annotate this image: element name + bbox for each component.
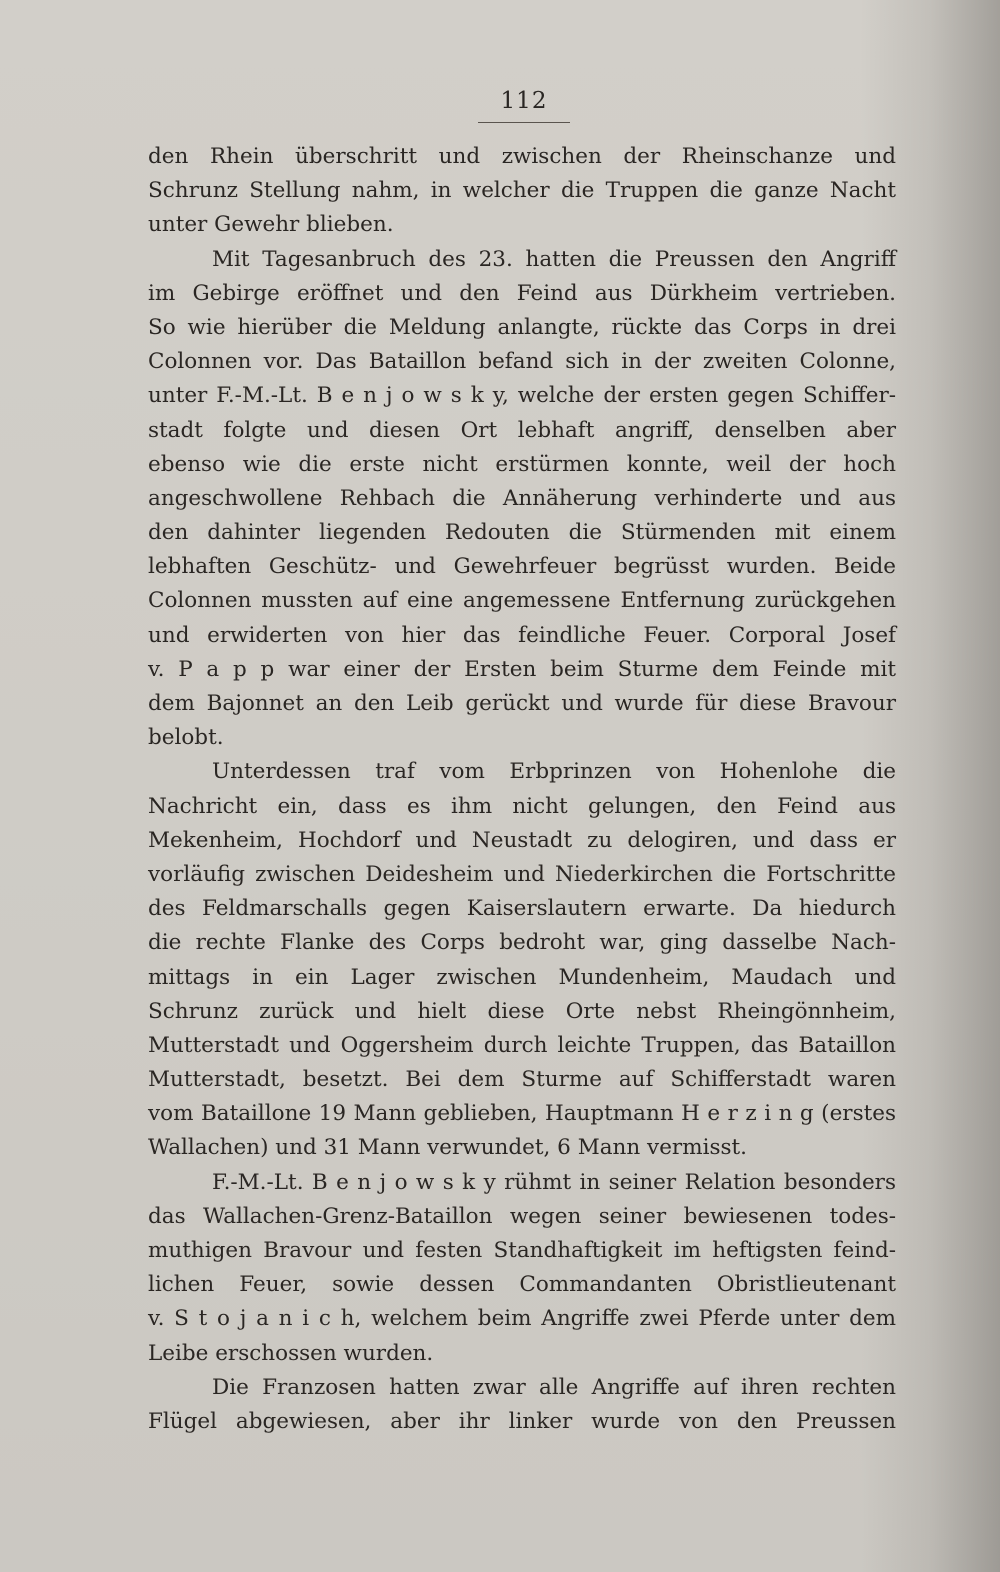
paragraph-1 xyxy=(148,140,896,243)
page-number-rule xyxy=(478,122,570,123)
text-line: das Wallachen-Grenz-Bataillon wegen seiner bewiesenen todes- xyxy=(148,1203,896,1229)
paragraph-2 xyxy=(148,243,896,756)
text-line: angeschwollene Rehbach die Annäherung verhinderte und aus xyxy=(148,485,896,511)
text-line: Mekenheim, Hochdorf und Neustadt zu delogiren, und dass er xyxy=(148,827,896,853)
text-line: vorläufig zwischen Deidesheim und Niederkirchen die Fortschritte xyxy=(148,861,896,887)
text-line: Schrunz Stellung nahm, in welcher die Truppen die ganze Nacht xyxy=(148,178,896,204)
text-line: Leibe erschossen wurden. xyxy=(148,1340,434,1366)
text-line: lichen Feuer, sowie dessen Commandanten Obristlieutenant xyxy=(148,1272,896,1298)
text-line: v. P a p p war einer der Ersten beim Sturme dem Feinde mit xyxy=(148,656,896,682)
text-line: v. S t o j a n i c h, welchem beim Angriffe zwei Pferde unter dem xyxy=(148,1306,896,1332)
text-line: Colonnen vor. Das Bataillon befand sich in der zweiten Colonne, xyxy=(148,349,896,375)
text-line: So wie hierüber die Meldung anlangte, rückte das Corps in drei xyxy=(148,314,896,340)
paragraph-3 xyxy=(148,755,896,1165)
text-line: Colonnen mussten auf eine angemessene Entfernung zurückgehen xyxy=(148,588,896,614)
text-line: vom Bataillone 19 Mann geblieben, Hauptmann H e r z i n g (erstes xyxy=(148,1101,896,1127)
text-line: im Gebirge eröffnet und den Feind aus Dürkheim vertrieben. xyxy=(148,280,896,306)
text-line: Die Franzosen hatten zwar alle Angriffe auf ihren rechten xyxy=(212,1374,896,1400)
text-line: des Feldmarschalls gegen Kaiserslautern erwarte. Da hiedurch xyxy=(148,896,896,922)
text-line: den Rhein überschritt und zwischen der Rheinschanze und xyxy=(148,144,896,169)
text-line: Wallachen) und 31 Mann verwundet, 6 Mann vermisst. xyxy=(148,1135,748,1161)
text-line: ebenso wie die erste nicht erstürmen konnte, weil der hoch xyxy=(148,451,896,477)
text-line: lebhaften Geschütz- und Gewehrfeuer begrüsst wurden. Beide xyxy=(148,554,896,580)
paragraph-5 xyxy=(148,1371,896,1439)
text-line: dem Bajonnet an den Leib gerückt und wurde für diese Bravour xyxy=(148,691,896,716)
text-line: Mutterstadt und Oggersheim durch leichte Truppen, das Bataillon xyxy=(148,1032,896,1058)
text-line: Flügel abgewiesen, aber ihr linker wurde von den Preussen xyxy=(148,1408,896,1434)
text-line: und erwiderten von hier das feindliche Feuer. Corporal Josef xyxy=(148,622,896,648)
text-line: unter Gewehr blieben. xyxy=(148,212,394,238)
page-number: 112 xyxy=(500,88,548,114)
text-line: F.-M.-Lt. B e n j o w s k y rühmt in seiner Relation besonders xyxy=(212,1169,896,1195)
text-line: Nachricht ein, dass es ihm nicht gelungen, den Feind aus xyxy=(148,793,896,819)
text-line: Mit Tagesanbruch des 23. hatten die Preussen den Angriff xyxy=(212,246,896,272)
text-line: unter F.-M.-Lt. B e n j o w s k y, welche der ersten gegen Schiffer- xyxy=(148,383,896,409)
text-line: Unterdessen traf vom Erbprinzen von Hohenlohe die xyxy=(212,759,896,785)
text-line: die rechte Flanke des Corps bedroht war, ging dasselbe Nach- xyxy=(148,930,896,956)
text-line: stadt folgte und diesen Ort lebhaft angriff, denselben aber xyxy=(148,417,896,443)
paragraph-4 xyxy=(148,1166,896,1371)
text-line: Mutterstadt, besetzt. Bei dem Sturme auf Schifferstadt waren xyxy=(148,1067,896,1093)
text-line: mittags in ein Lager zwischen Mundenheim, Maudach und xyxy=(148,964,896,990)
text-line: belobt. xyxy=(148,725,224,751)
text-line: den dahinter liegenden Redouten die Stürmenden mit einem xyxy=(148,520,896,546)
text-line: muthigen Bravour und festen Standhaftigkeit im heftigsten feind- xyxy=(148,1238,896,1263)
text-line: Schrunz zurück und hielt diese Orte nebst Rheingönnheim, xyxy=(148,998,896,1024)
body-text xyxy=(148,140,896,1439)
